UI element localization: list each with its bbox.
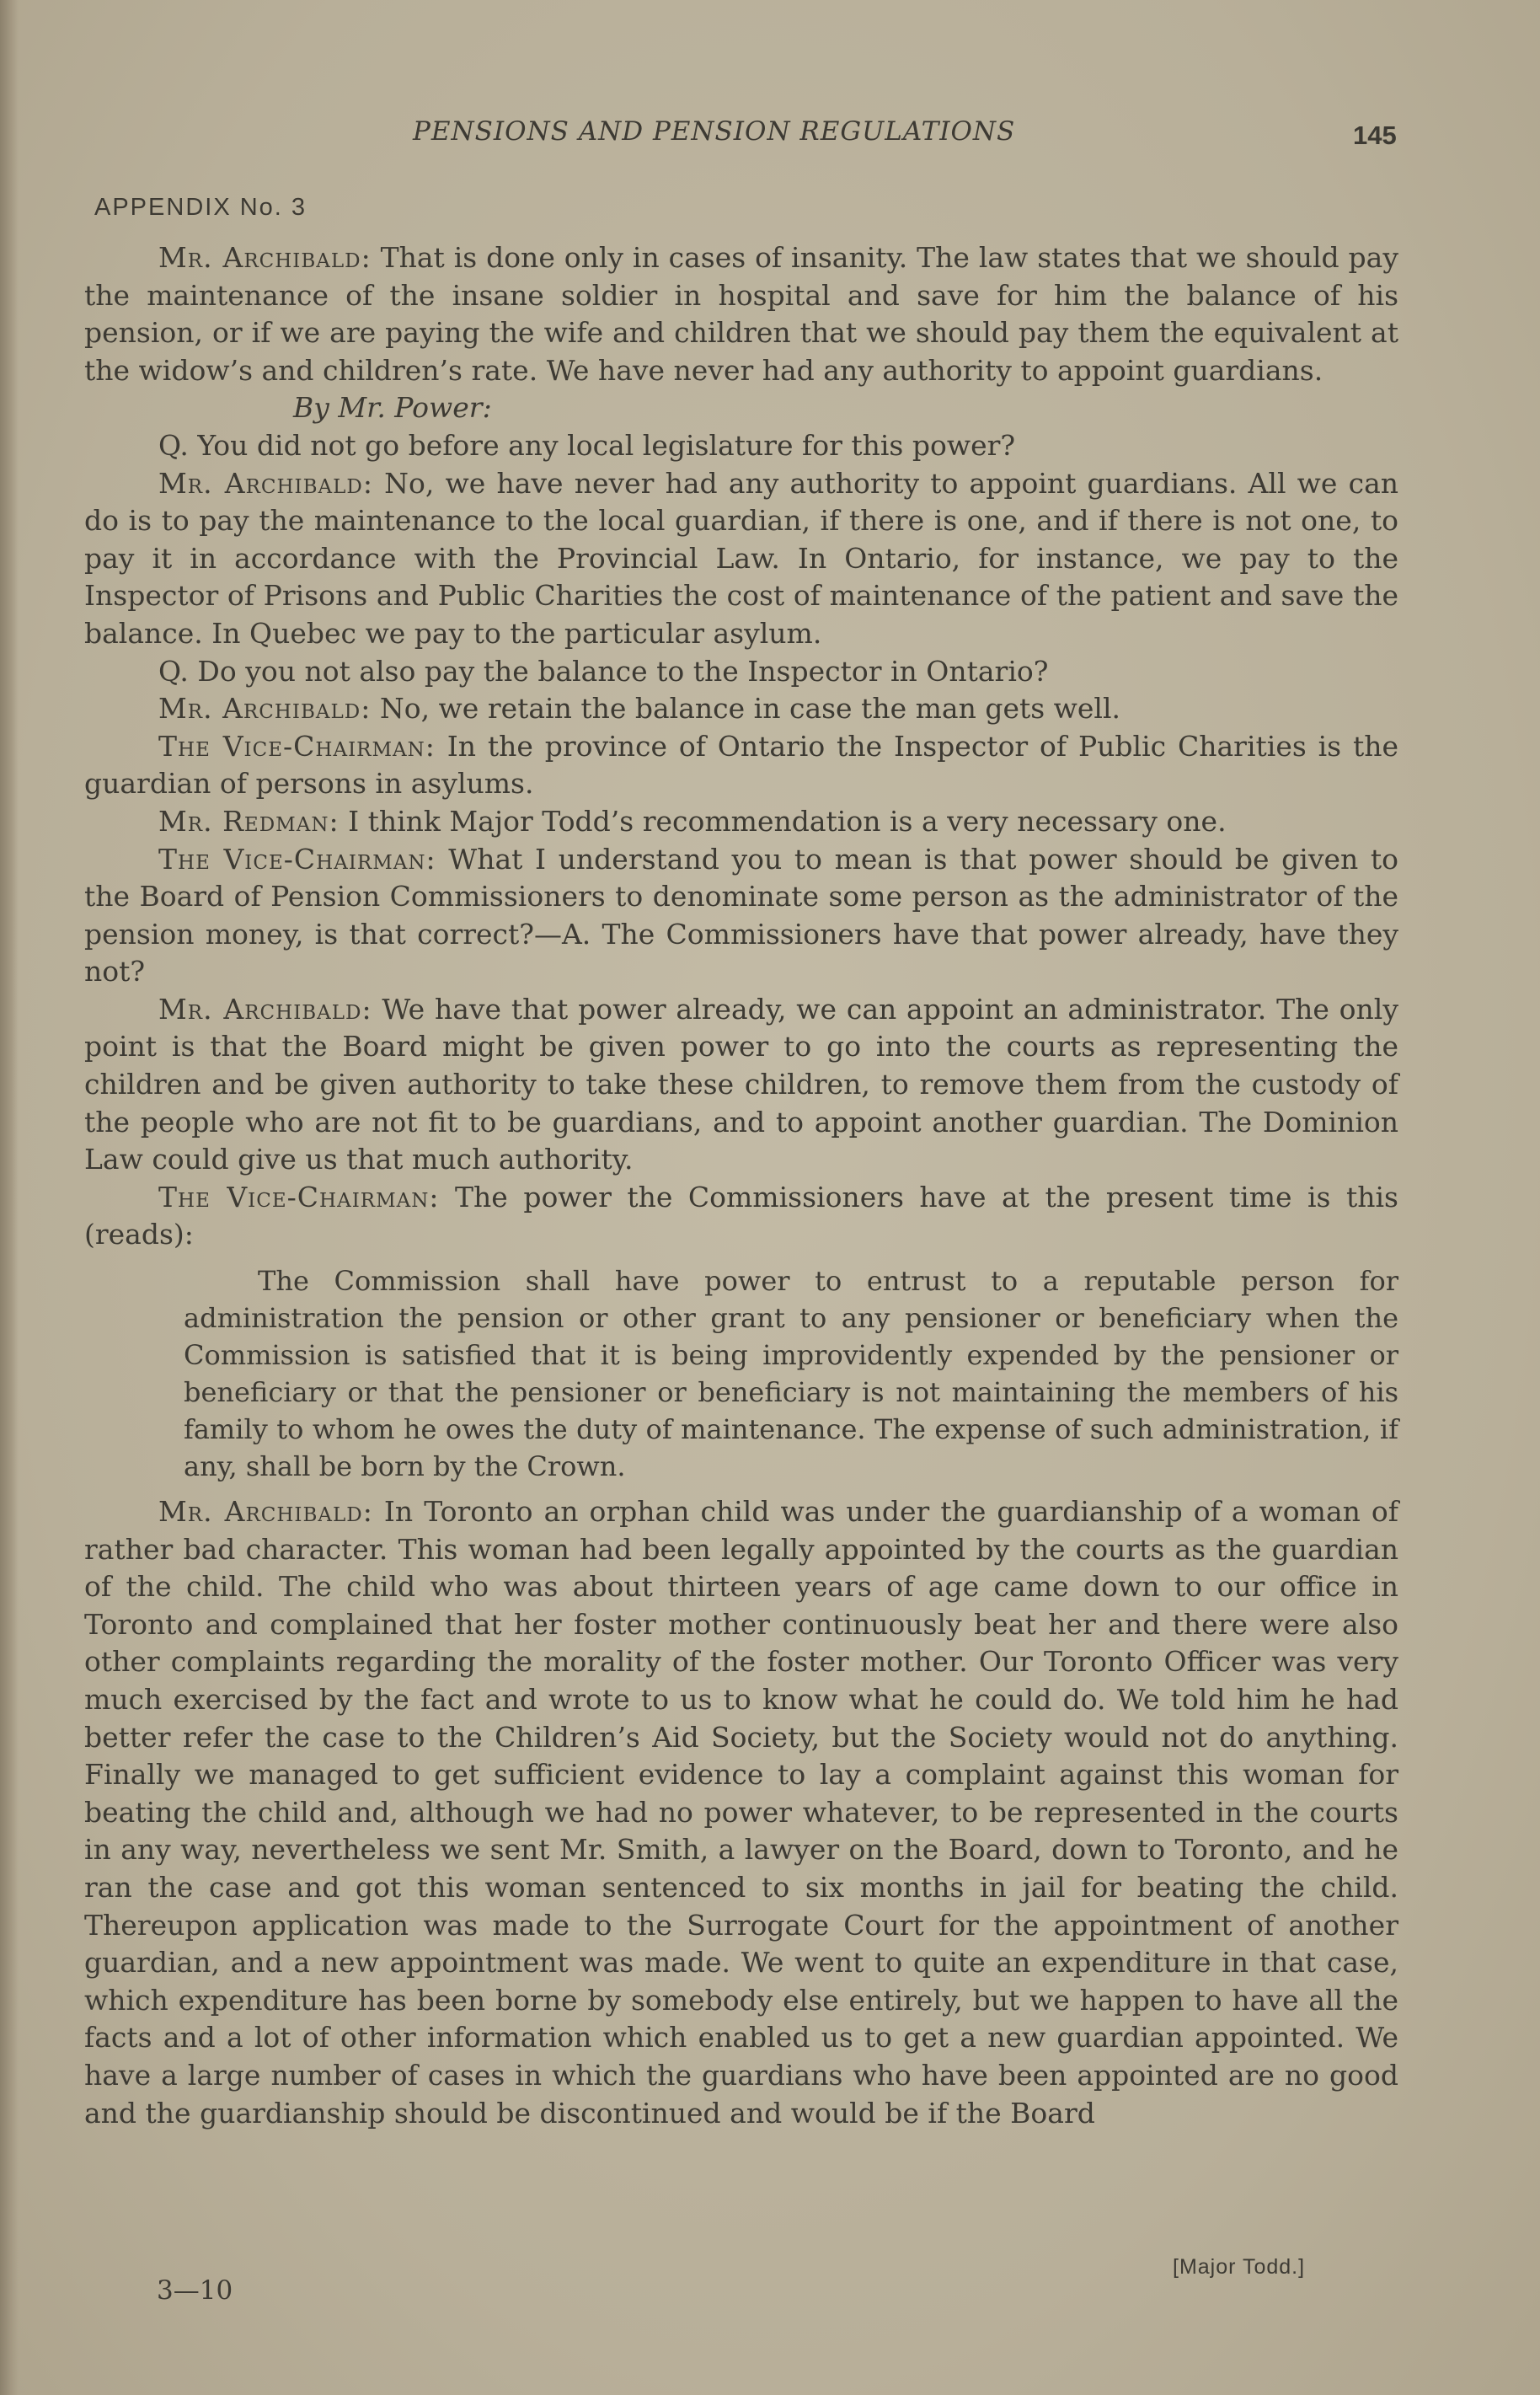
paragraph-text: No, we have never had any authority to appoint guardians. All we can do is to pay the maintenance to the local guardian, if there is one, and if there is not one, to pay it in accordance with the Provincial Law. In Ontario, for instance, we pay to the Inspector of Prisons and Public Charities the cost of maintenance of the patient and save the balance. In Quebec we pay to the particular asylum. [84,466,1398,650]
body-text [84,239,1398,2132]
speaker: The Vice-Chairman: [158,729,436,763]
paragraph [84,803,1398,841]
paragraph-text: No, we retain the balance in case the man gets well. [379,692,1121,726]
paragraph [84,1179,1398,1254]
paragraph-text: We have that power already, we can appoint an administrator. The only point is that the Board might be given power to go into the courts as representing the children and be given authority to take these children, to remove them from the custody of the people who are not fit to be guardians, and to appoint another guardian. The Dominion Law could give us that much authority. [84,992,1398,1176]
paragraph-text: In the province of Ontario the Inspector of Public Charities is the guardian of persons in asylums. [84,729,1399,801]
speaker: Mr. Archibald: [158,692,372,726]
paragraph [84,1493,1398,2132]
speaker: Mr. Archibald: [158,992,372,1026]
paragraph-text: What I understand you to mean is that power should be given to the Board of Pension Commissioners to denominate some person as the administrator of the pension money, is that correct?—A. The Commissioners have that power already, have they not? [84,842,1398,989]
paragraph-text: That is done only in cases of insanity. The law states that we should pay the maintenance of the insane soldier in hospital and save for him the balance of his pension, or if we are paying the wife and children that we should pay them the equivalent at the widow’s and children’s rate. We have never had any authority to appoint guardians. [84,241,1398,387]
paragraph [84,991,1398,1179]
paragraph [84,841,1398,991]
paragraph-text: I think Major Todd’s recommendation is a very necessary one. [348,804,1227,838]
paragraph [84,465,1398,653]
paragraph-text: The power the Commissioners have at the present time is this (reads): [84,1180,1398,1251]
running-head: PENSIONS AND PENSION REGULATIONS [413,116,1016,147]
speaker: The Vice-Chairman: [158,842,436,876]
speaker: Mr. Archibald: [158,466,373,500]
signature-mark: 3—10 [157,2275,233,2306]
speaker: Mr. Redman: [158,804,340,838]
speaker-attribution: [Major Todd.] [1173,2255,1306,2279]
page-binding-edge [0,0,19,2395]
speaker: The Vice-Chairman: [158,1180,440,1214]
speaker: Mr. Archibald: [158,241,372,274]
paragraph-text: In Toronto an orphan child was under the guardianship of a woman of rather bad character. This woman had been legally appointed by the courts as the guardian of the child. The child who was about thirteen years of age came down to our office in Toronto and complained that her foster mother continuously beat her and there were also other complaints regarding the morality of the foster mother. Our Toronto Officer was very much exercised by the fact and wrote to us to know what he could do. We told him he had better refer the case to the Children’s Aid Society, but the Society would not do anything. Finally we managed to get sufficient evidence to lay a complaint against this woman for beating the child and, although we had no power whatever, to be represented in the courts in any way, nevertheless we sent Mr. Smith, a lawyer on the Board, down to Toronto, and he ran the case and got this woman sentenced to six months in jail for beating the child. Thereupon application was made to the Surrogate Court for the appointment of another guardian, and a new appointment was made. We went to quite an expenditure in that case, which expenditure has been borne by somebody else entirely, but we happen to have all the facts and a lot of other information which enabled us to get a new guardian appointed. We have a large number of cases in which the guardians who have been appointed are no good and the guardianship should be discontinued and would be if the Board [84,1495,1398,2130]
block-quote: The Commission shall have power to entrust to a reputable person for administration the pension or other grant to any pensioner or beneficiary when the Commission is satisfied that it is being improvidently expended by the pensioner or beneficiary or that the pensioner or beneficiary is not maintaining the members of his family to whom he owes the duty of maintenance. The expense of such administration, if any, shall be born by the Crown. [184,1265,1398,1483]
question: Q. You did not go before any local legislature for this power? [158,428,1016,462]
paragraph [84,239,1398,389]
question: Q. Do you not also pay the balance to the Inspector in Ontario? [158,654,1049,688]
appendix-label: APPENDIX No. 3 [94,194,307,221]
speaker: Mr. Archibald: [158,1495,373,1529]
paragraph [84,690,1398,728]
paragraph [84,728,1398,803]
page-number: 145 [1353,121,1397,150]
examiner-heading: By Mr. Power: [293,391,492,425]
